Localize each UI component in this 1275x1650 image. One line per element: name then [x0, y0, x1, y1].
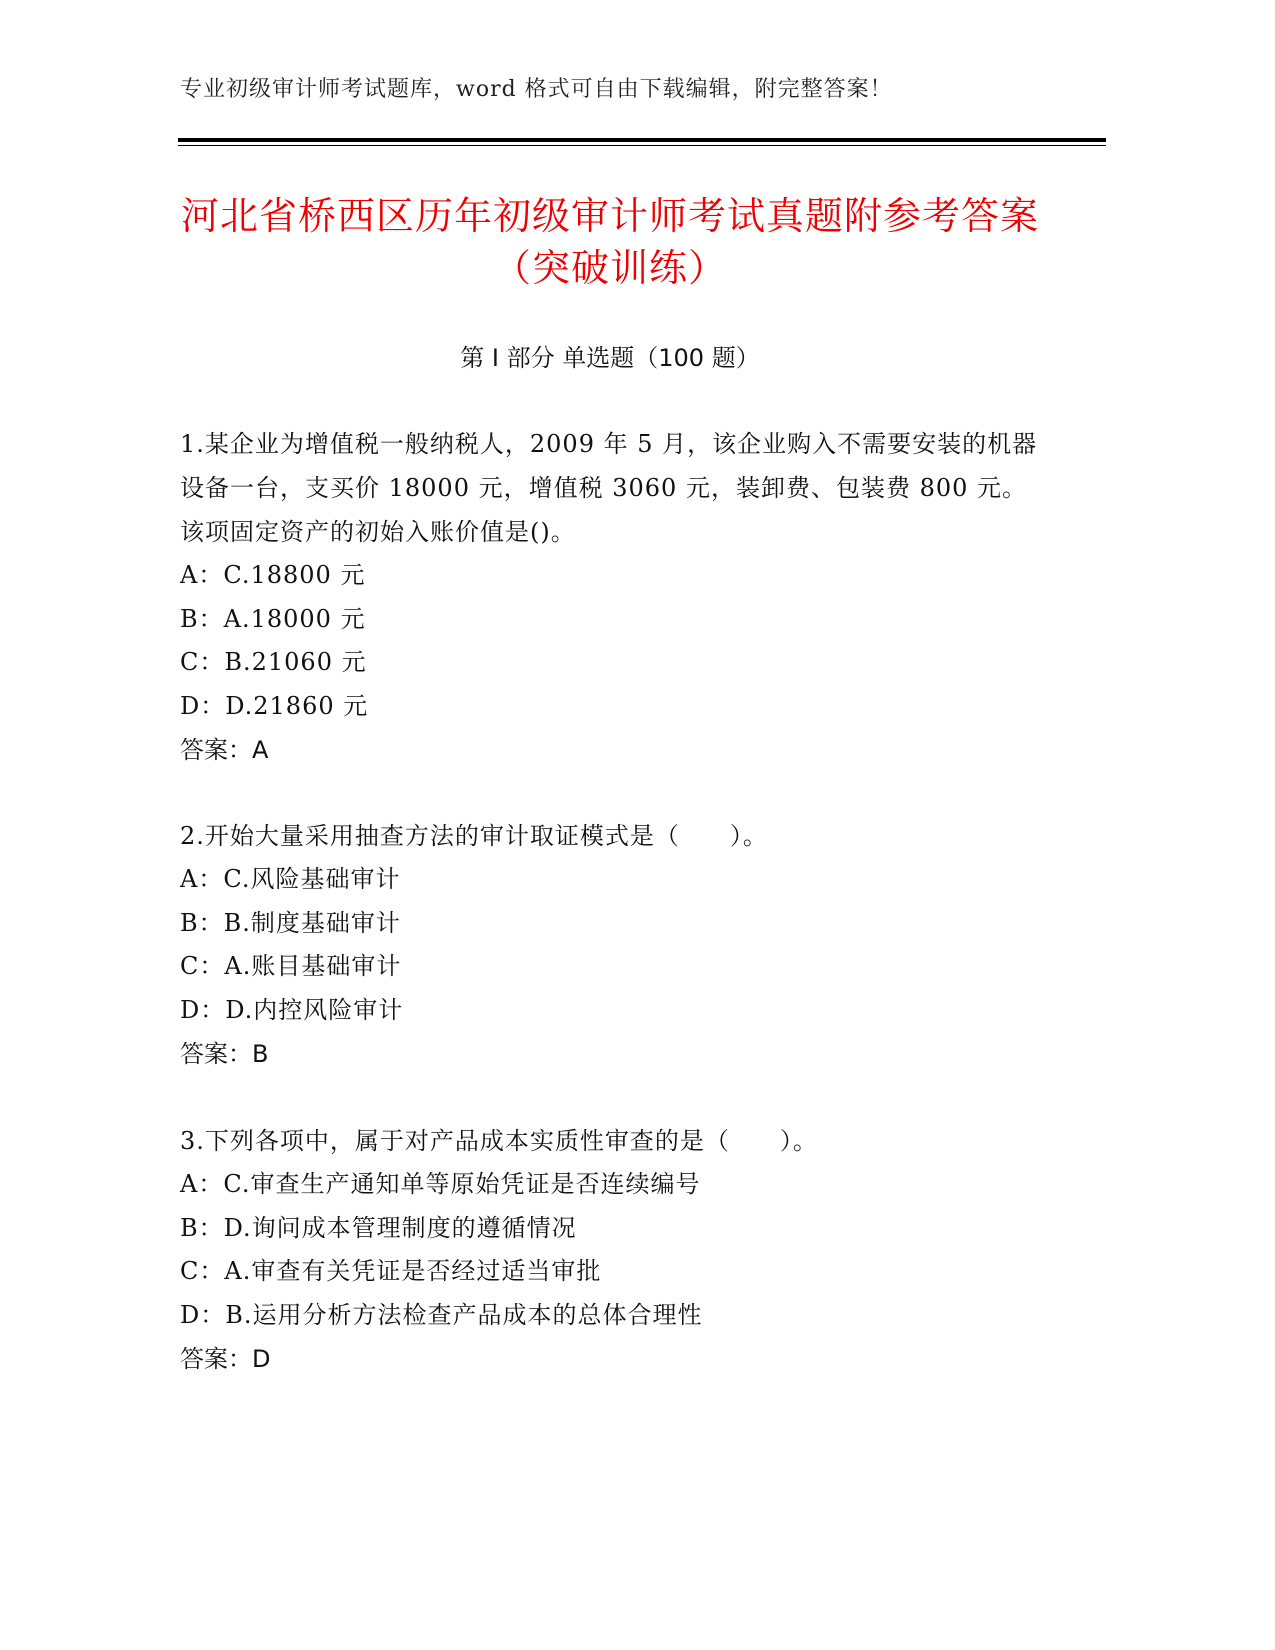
question-stem: 3.下列各项中，属于对产品成本实质性审查的是（ ）。 — [180, 1127, 818, 1155]
option-c: C：A.审查有关凭证是否经过适当审批 — [180, 1257, 602, 1285]
option-a: A：C.审查生产通知单等原始凭证是否连续编号 — [180, 1170, 701, 1198]
option-d: D：D.内控风险审计 — [180, 995, 404, 1024]
section-heading: 第 I 部分 单选题（100 题） — [460, 344, 760, 372]
answer: 答案：D — [180, 1345, 271, 1373]
option-c: C：B.21060 元 — [180, 648, 367, 676]
option-d: D：B.运用分析方法检查产品成本的总体合理性 — [180, 1300, 703, 1329]
question-stem: 2.开始大量采用抽查方法的审计取证模式是（ ）。 — [180, 822, 768, 850]
question-3 — [180, 1119, 1040, 1381]
option-a: A：C.风险基础审计 — [180, 865, 401, 893]
header-note: 专业初级审计师考试题库，word 格式可自由下载编辑，附完整答案！ — [180, 77, 893, 102]
header-rule-thick — [178, 138, 1106, 142]
answer: 答案：A — [180, 736, 269, 764]
option-b: B：A.18000 元 — [180, 604, 366, 633]
question-1 — [180, 422, 1040, 772]
question-stem: 1.某企业为增值税一般纳税人，2009 年 5 月，该企业购入不需要安装的机器设备一台，支买价 18000 元，增值税 3060 元，装卸费、包装费 800 元。该项固定资产的初始入账价值是()。 — [180, 430, 1038, 546]
option-d: D：D.21860 元 — [180, 691, 369, 720]
answer: 答案：B — [180, 1040, 269, 1068]
option-c: C：A.账目基础审计 — [180, 952, 402, 980]
header-rule-thin — [178, 145, 1106, 146]
option-b: B：D.询问成本管理制度的遵循情况 — [180, 1213, 577, 1242]
option-a: A：C.18800 元 — [180, 561, 366, 589]
option-b: B：B.制度基础审计 — [180, 908, 401, 937]
document-title: 河北省桥西区历年初级审计师考试真题附参考答案（突破训练） — [180, 194, 1039, 290]
question-2 — [180, 814, 1040, 1076]
